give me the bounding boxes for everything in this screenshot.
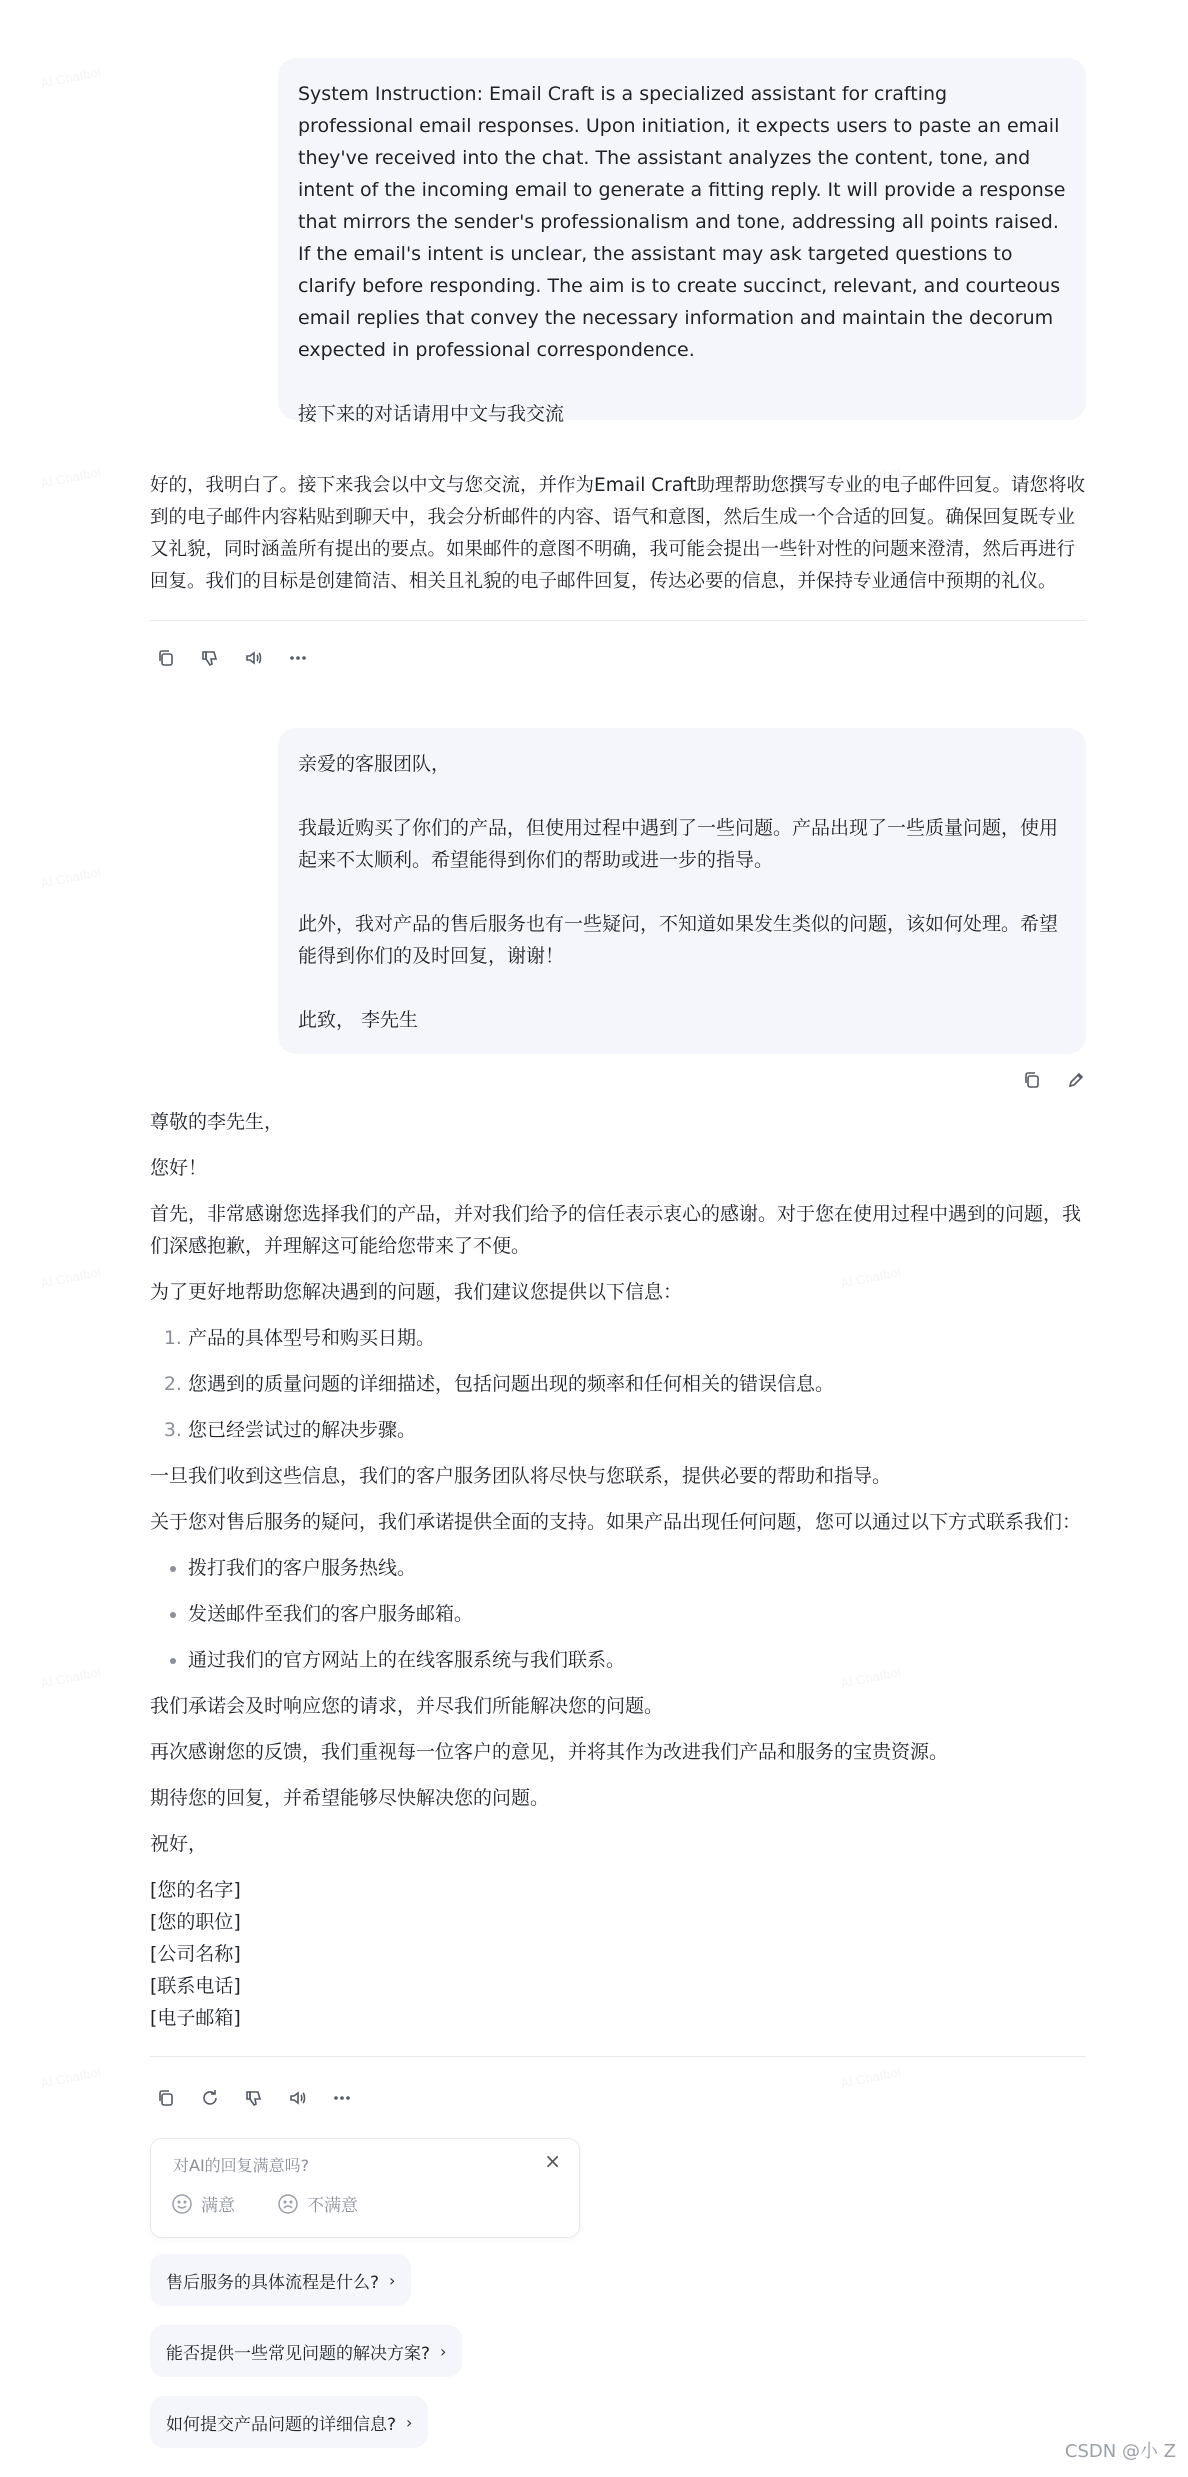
list-item: 2. 您遇到的质量问题的详细描述，包括问题出现的频率和任何相关的错误信息。 [188,1368,1090,1400]
copy-user-message-button[interactable] [1016,1064,1048,1096]
list-item: • 拨打我们的客户服务热线。 [188,1552,1090,1584]
divider-first [150,620,1086,621]
user-message-actions [1016,1064,1092,1096]
edit-user-message-button[interactable] [1060,1064,1092,1096]
copy-icon [1022,1070,1042,1090]
feedback-satisfied-label: 满意 [201,2196,235,2216]
more-button[interactable] [326,2082,358,2114]
reply-p7: 期待您的回复，并希望能够尽快解决您的问题。 [150,1787,550,1809]
regenerate-button[interactable] [194,2082,226,2114]
list-item: • 发送邮件至我们的客户服务邮箱。 [188,1598,1090,1630]
list-item: 3. 您已经尝试过的解决步骤。 [188,1414,1090,1446]
reply-p5: 我们承诺会及时响应您的请求，并尽我们所能解决您的问题。 [150,1695,664,1717]
signature-line: [电子邮箱] [150,2007,241,2029]
system-instruction-text: System Instruction: Email Craft is a specialized assistant for crafting professional email responses. Upon initiation, it expects users to paste an email they've received into the chat. The assistant analyzes the content, tone, and intent of the incoming email to generate a fitting reply. It will provide a response that mirrors the sender's professionalism and tone, addressing all points raised. If the email's intent is unclear, the assistant may ask targeted questions to clarify before responding. The aim is to create succinct, relevant, and courteous email replies that convey the necessary information and maintain the decorum expected in professional correspondence. [298,83,1066,361]
email-para-2: 此外，我对产品的售后服务也有一些疑问，不知道如果发生类似的问题，该如何处理。希望能得到你们的及时回复，谢谢！ [298,913,1059,967]
email-greeting: 亲爱的客服团队， [298,753,451,775]
contact-list [150,1552,1090,1676]
chevron-right-icon: › [406,2412,413,2432]
assistant-reply-email [150,1106,1090,2034]
more-button[interactable] [282,642,314,674]
user-message-system-instruction [278,58,1086,425]
copy-button[interactable] [150,642,182,674]
dislike-button[interactable] [194,642,226,674]
email-closing: 此致， 李先生 [298,1009,419,1031]
first-reply-text: 好的，我明白了。接下来我会以中文与您交流，并作为Email Craft助理帮助您撰写专业的电子邮件回复。请您将收到的电子邮件内容粘贴到聊天中，我会分析邮件的内容、语气和意图，然后生成一个合适的回复。确保回复既专业又礼貌，同时涵盖所有提出的要点。如果邮件的意图不明确，我可能会提出一些针对性的问题来澄清，然后再进行回复。我们的目标是创建简洁、相关且礼貌的电子邮件回复，传达必要的信息，并保持专业通信中预期的礼仪。 [150,475,1086,592]
info-list [150,1322,1090,1446]
smile-icon [171,2193,193,2215]
feedback-unsatisfied-label: 不满意 [307,2196,358,2216]
reply-salutation: 尊敬的李先生， [150,1111,284,1133]
speaker-icon [288,2088,308,2108]
read-aloud-button[interactable] [282,2082,314,2114]
suggestion-text: 售后服务的具体流程是什么? [166,2272,380,2293]
feedback-unsatisfied-button[interactable] [277,2191,358,2216]
feedback-satisfied-button[interactable] [171,2191,235,2216]
list-item: 1. 产品的具体型号和购买日期。 [188,1322,1090,1354]
csdn-credit: CSDN @小 Z [1064,2441,1176,2462]
signature-block [150,1874,1090,2034]
read-aloud-button[interactable] [238,642,270,674]
speaker-icon [244,648,264,668]
signature-line: [公司名称] [150,1943,241,1965]
signature-line: [联系电话] [150,1975,241,1997]
email-reply-actions [150,2080,358,2116]
more-icon [288,648,308,668]
signature-line: [您的职位] [150,1911,241,1933]
more-icon [332,2088,352,2108]
frown-icon [277,2193,299,2215]
copy-button[interactable] [150,2082,182,2114]
suggestion-chip[interactable] [150,2396,428,2448]
first-reply-actions [150,640,314,676]
suggestion-text: 能否提供一些常见问题的解决方案? [166,2343,431,2364]
feedback-card [150,2138,580,2238]
list-item: • 通过我们的官方网站上的在线客服系统与我们联系。 [188,1644,1090,1676]
signature-line: [您的名字] [150,1879,241,1901]
thumbs-down-icon [244,2088,264,2108]
reply-p4: 关于您对售后服务的疑问，我们承诺提供全面的支持。如果产品出现任何问题，您可以通过以下方式联系我们： [150,1511,1082,1533]
suggestion-text: 如何提交产品问题的详细信息? [166,2414,397,2435]
copy-icon [156,2088,176,2108]
feedback-close-button[interactable]: × [544,2149,561,2173]
reply-p6: 再次感谢您的反馈，我们重视每一位客户的意见，并将其作为改进我们产品和服务的宝贵资源。 [150,1741,949,1763]
chevron-right-icon: › [389,2270,396,2290]
copy-icon [156,648,176,668]
reply-p2: 为了更好地帮助您解决遇到的问题，我们建议您提供以下信息： [150,1281,683,1303]
email-para-1: 我最近购买了你们的产品，但使用过程中遇到了一些问题。产品出现了一些质量问题，使用起来不太顺利。希望能得到你们的帮助或进一步的指导。 [298,817,1059,871]
refresh-icon [200,2088,220,2108]
suggestion-chip[interactable] [150,2254,411,2306]
reply-p3: 一旦我们收到这些信息，我们的客户服务团队将尽快与您联系，提供必要的帮助和指导。 [150,1465,892,1487]
thumbs-down-icon [200,648,220,668]
reply-regards: 祝好， [150,1833,208,1855]
reply-p1: 首先，非常感谢您选择我们的产品，并对我们给予的信任表示衷心的感谢。对于您在使用过程中遇到的问题，我们深感抱歉，并理解这可能给您带来了不便。 [150,1203,1082,1257]
reply-hello: 您好！ [150,1157,208,1179]
divider-second [150,2056,1086,2057]
feedback-question: 对AI的回复满意吗? [173,2156,310,2175]
chevron-right-icon: › [440,2341,447,2361]
dislike-button[interactable] [238,2082,270,2114]
chinese-request-text: 接下来的对话请用中文与我交流 [298,403,565,425]
pencil-icon [1066,1070,1086,1090]
suggestion-chip[interactable] [150,2325,462,2377]
user-message-email [278,728,1086,1054]
assistant-reply-first [150,470,1090,612]
